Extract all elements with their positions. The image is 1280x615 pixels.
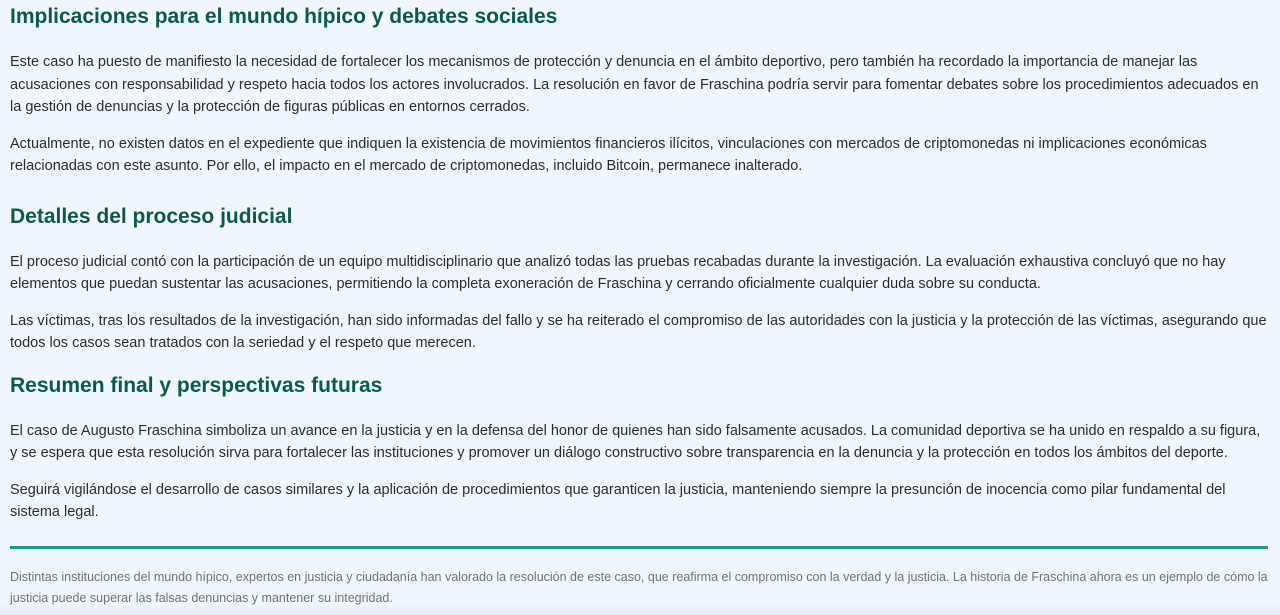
paragraph: Las víctimas, tras los resultados de la investigación, han sido informadas del fallo y se ha reiterado el compromiso de las autoridades con la justicia y la protección de las víctimas, asegurando que todos los casos sean tratados con la seriedad y el respeto que merecen. (10, 312, 1267, 351)
section-proceso-judicial (10, 204, 1268, 355)
bottom-fade (0, 605, 1280, 615)
paragraph: El caso de Augusto Fraschina simboliza un avance en la justicia y en la defensa del honor de quienes han sido falsamente acusados. La comunidad deportiva se ha unido en respaldo a su figura, y se espera que esta resolución sirva para fortalecer las instituciones y promover un diálogo constructivo sobre transparencia en la denuncia y la protección en todos los ámbitos del deporte. (10, 422, 1261, 461)
section-heading: Detalles del proceso judicial (10, 204, 293, 228)
section-resumen-final (10, 373, 1268, 524)
section-heading: Resumen final y perspectivas futuras (10, 373, 383, 397)
paragraph: Actualmente, no existen datos en el expediente que indiquen la existencia de movimientos financieros ilícitos, vinculaciones con mercados de criptomonedas ni implicaciones económicas relacionadas con este asunto. Por ello, el impacto en el mercado de criptomonedas, incluido Bitcoin, permanece inalterado. (10, 135, 1207, 174)
section-implicaciones (10, 0, 1268, 178)
article-body (10, 0, 1268, 524)
paragraph: Seguirá vigilándose el desarrollo de casos similares y la aplicación de procedimientos que garanticen la justicia, manteniendo siempre la presunción de inocencia como pilar fundamental del sistema legal. (10, 481, 1226, 520)
section-divider (10, 546, 1268, 549)
paragraph: Este caso ha puesto de manifiesto la necesidad de fortalecer los mecanismos de protección y denuncia en el ámbito deportivo, pero también ha recordado la importancia de manejar las acusaciones con responsabilidad y respeto hacia todos los actores involucrados. La resolución en favor de Fraschina podría servir para fomentar debates sobre los procedimientos adecuados en la gestión de denuncias y la protección de figuras públicas en entornos cerrados. (10, 54, 1259, 115)
footer-note: Distintas instituciones del mundo hípico, expertos en justicia y ciudadanía han valorado la resolución de este caso, que reafirma el compromiso con la verdad y la justicia. La historia de Fraschina ahora es un ejemplo de cómo la justicia puede superar las falsas denuncias y mantener su integridad. (10, 570, 1268, 605)
section-heading: Implicaciones para el mundo hípico y debates sociales (10, 5, 558, 28)
paragraph: El proceso judicial contó con la participación de un equipo multidisciplinario que analizó todas las pruebas recabadas durante la investigación. La evaluación exhaustiva concluyó que no hay elementos que puedan sustentar las acusaciones, permitiendo la completa exoneración de Fraschina y cerrando oficialmente cualquier duda sobre su conducta. (10, 253, 1226, 292)
